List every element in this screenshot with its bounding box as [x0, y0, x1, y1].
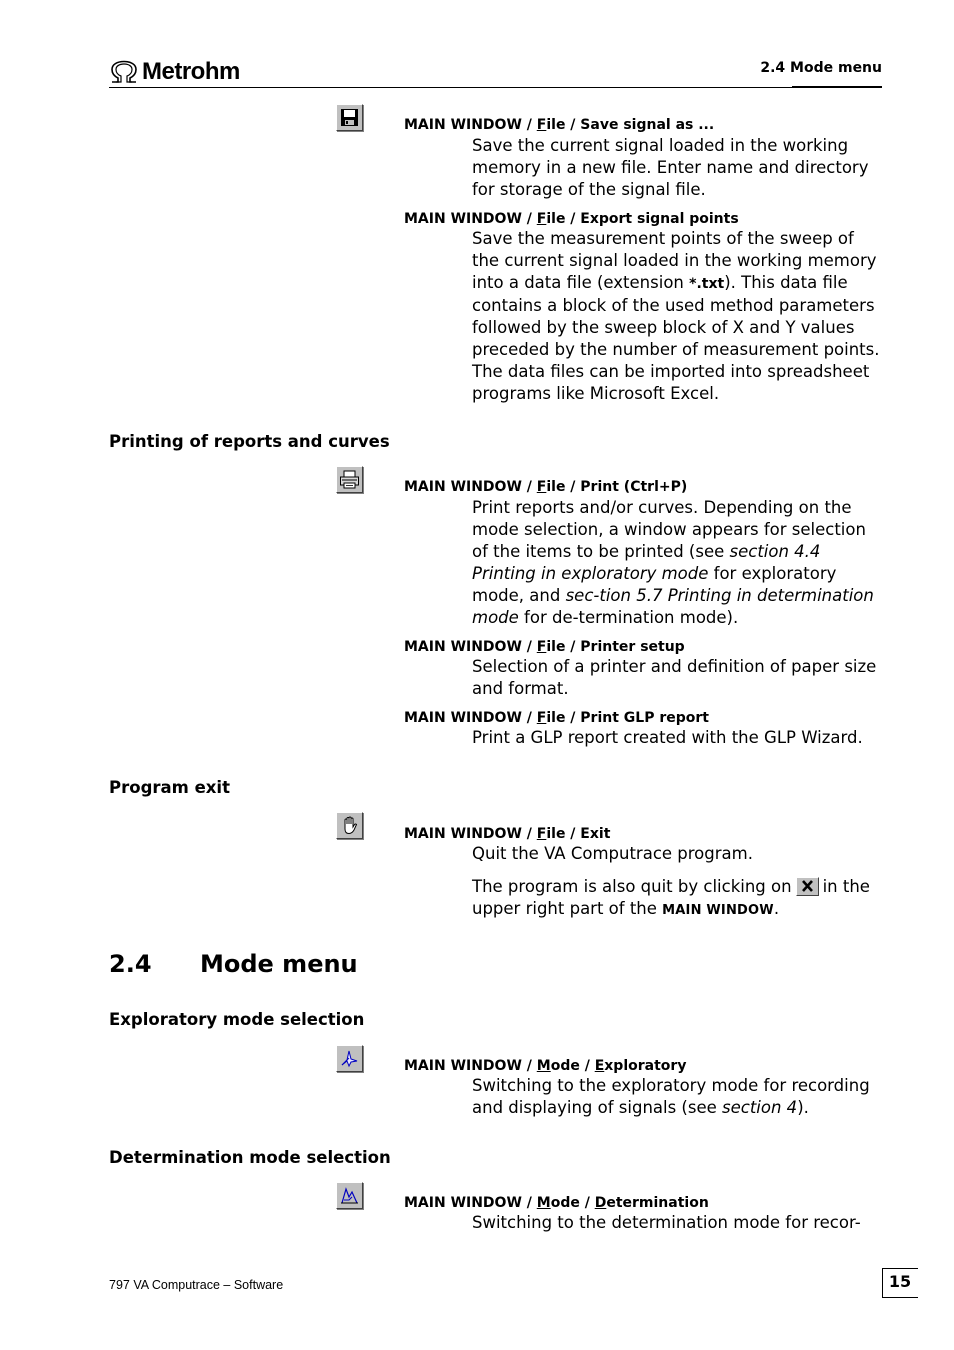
- floppy-disk-icon: [340, 108, 359, 127]
- exit-close-note: The program is also quit by clicking on in the upper right part of the MAIN WINDOW.: [472, 877, 870, 918]
- page-number: 15: [888, 1272, 912, 1291]
- close-window-icon: [796, 877, 819, 896]
- metrohm-logo: [109, 58, 240, 86]
- menu-path-determination: MAIN WINDOW / Mode / Determination: [404, 1195, 709, 1211]
- header-section-title: 2.4 Mode menu: [760, 60, 882, 76]
- hand-stop-icon: [340, 816, 359, 835]
- exit-description: Quit the VA Computrace program.: [472, 844, 753, 863]
- page-number-rule-top: [882, 1268, 918, 1269]
- exploratory-toolbar-icon[interactable]: [336, 1045, 363, 1072]
- menu-path-print-glp: MAIN WINDOW / File / Print GLP report: [404, 710, 709, 726]
- determination-heading: Determination mode selection: [109, 1148, 391, 1167]
- exploratory-mode-icon: [340, 1049, 359, 1068]
- menu-path-exit: MAIN WINDOW / File / Exit: [404, 826, 611, 842]
- omega-logo-icon: [109, 60, 139, 84]
- footer-doc-title: 797 VA Computrace – Software: [109, 1278, 284, 1292]
- print-toolbar-icon[interactable]: [336, 466, 363, 493]
- section-number: 2.4: [109, 950, 152, 978]
- menu-path-printer-setup: MAIN WINDOW / File / Printer setup: [404, 639, 685, 655]
- section-heading: [109, 949, 358, 979]
- menu-path-exploratory: MAIN WINDOW / Mode / Exploratory: [404, 1058, 687, 1074]
- exit-toolbar-icon[interactable]: [336, 812, 363, 839]
- printer-setup-description: Selection of a printer and definition of paper size and format.: [472, 657, 877, 698]
- save-toolbar-icon[interactable]: [336, 104, 363, 131]
- program-exit-heading: Program exit: [109, 778, 230, 797]
- menu-path-print: MAIN WINDOW / File / Print (Ctrl+P): [404, 479, 688, 495]
- menu-path-save-signal: MAIN WINDOW / File / Save signal as ...: [404, 117, 715, 133]
- exploratory-heading: Exploratory mode selection: [109, 1010, 365, 1029]
- save-signal-description: Save the current signal loaded in the working memory in a new file. Enter name and directory for storage of the signal file.: [472, 136, 869, 199]
- page-number-rule-bottom: [882, 1297, 918, 1298]
- exploratory-description: Switching to the exploratory mode for recording and displaying of signals (see section 4).: [472, 1076, 870, 1117]
- determination-mode-icon: [340, 1186, 359, 1205]
- section-title: Mode menu: [200, 950, 358, 978]
- header-rule-accent: [792, 86, 882, 88]
- export-points-description: Save the measurement points of the sweep of the current signal loaded in the working memory into a data file (extension *.txt). This data file contains a block of the used method parameters followed by the sweep block of X and Y values preceded by the number of measurement points. The data files can be imported into spreadsheet programs like Microsoft Excel.: [472, 229, 880, 403]
- print-description: Print reports and/or curves. Depending on the mode selection, a window appears for selection of the items to be printed (see section 4.4 Printing in exploratory mode for exploratory mode, and sec-tion 5.7 Printing in determination mode for de-termination mode).: [472, 498, 874, 627]
- determination-description: Switching to the determination mode for recor-: [472, 1213, 861, 1232]
- header-rule: [109, 87, 882, 88]
- menu-path-export-points: MAIN WINDOW / File / Export signal points: [404, 211, 739, 227]
- print-glp-description: Print a GLP report created with the GLP Wizard.: [472, 728, 863, 747]
- printing-heading: Printing of reports and curves: [109, 432, 390, 451]
- brand-name: Metrohm: [142, 58, 240, 85]
- printer-icon: [339, 470, 360, 489]
- determination-toolbar-icon[interactable]: [336, 1182, 363, 1209]
